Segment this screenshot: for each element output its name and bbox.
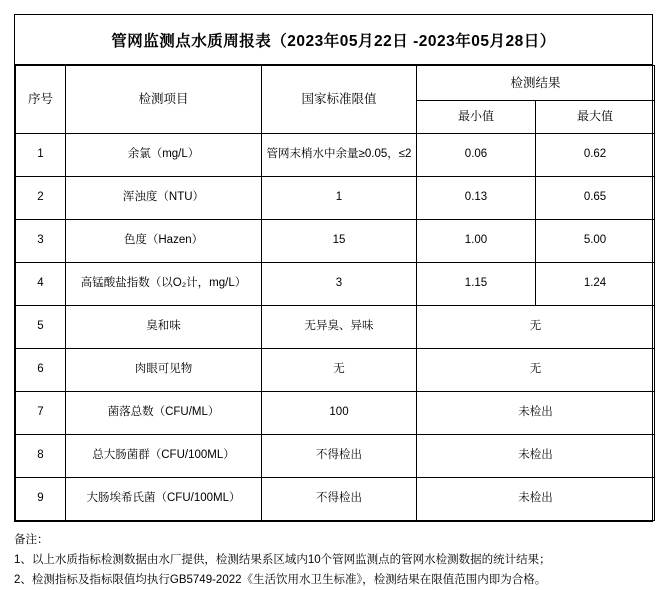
cell-standard: 3: [262, 262, 417, 305]
cell-item: 余氯（mg/L）: [66, 133, 262, 176]
table-row: [16, 219, 655, 262]
table-row: [16, 305, 655, 348]
cell-min: 0.13: [417, 176, 536, 219]
cell-no: 4: [16, 262, 66, 305]
header-item: 检测项目: [66, 66, 262, 134]
cell-standard: 15: [262, 219, 417, 262]
water-quality-table: [15, 65, 655, 521]
table-row: [16, 176, 655, 219]
cell-max: 1.24: [536, 262, 655, 305]
cell-standard: 不得检出: [262, 477, 417, 520]
cell-result: 无: [417, 305, 655, 348]
cell-no: 9: [16, 477, 66, 520]
header-result-group: 检测结果: [417, 66, 655, 101]
table-row: [16, 348, 655, 391]
cell-item: 高锰酸盐指数（以O₂计，mg/L）: [66, 262, 262, 305]
cell-result: 未检出: [417, 434, 655, 477]
cell-no: 8: [16, 434, 66, 477]
cell-no: 5: [16, 305, 66, 348]
table-row: [16, 133, 655, 176]
cell-min: 1.00: [417, 219, 536, 262]
cell-no: 1: [16, 133, 66, 176]
cell-standard: 管网末梢水中余量≥0.05，≤2: [262, 133, 417, 176]
cell-standard: 1: [262, 176, 417, 219]
cell-item: 总大肠菌群（CFU/100ML）: [66, 434, 262, 477]
table-row: [16, 391, 655, 434]
report-frame: [14, 14, 653, 522]
table-row: [16, 434, 655, 477]
cell-result: 无: [417, 348, 655, 391]
notes-line-1: 1、以上水质指标检测数据由水厂提供，检测结果系区域内10个管网监测点的管网水检测数据的统计结果；: [14, 553, 551, 566]
cell-standard: 不得检出: [262, 434, 417, 477]
cell-standard: 无: [262, 348, 417, 391]
cell-no: 7: [16, 391, 66, 434]
report-title: 管网监测点水质周报表（2023年05月22日 -2023年05月28日）: [15, 15, 652, 65]
header-max: 最大值: [536, 101, 655, 133]
cell-max: 5.00: [536, 219, 655, 262]
cell-max: 0.65: [536, 176, 655, 219]
cell-max: 0.62: [536, 133, 655, 176]
cell-item: 菌落总数（CFU/ML）: [66, 391, 262, 434]
cell-no: 2: [16, 176, 66, 219]
table-row: [16, 477, 655, 520]
cell-no: 6: [16, 348, 66, 391]
cell-min: 1.15: [417, 262, 536, 305]
cell-item: 浑浊度（NTU）: [66, 176, 262, 219]
cell-item: 大肠埃希氏菌（CFU/100ML）: [66, 477, 262, 520]
cell-no: 3: [16, 219, 66, 262]
cell-result: 未检出: [417, 391, 655, 434]
notes-line-2: 2、检测指标及指标限值均执行GB5749-2022《生活饮用水卫生标准》，检测结果在限值范围内即为合格。: [14, 573, 547, 586]
cell-result: 未检出: [417, 477, 655, 520]
header-no: 序号: [16, 66, 66, 134]
notes-section: [14, 530, 653, 590]
cell-standard: 100: [262, 391, 417, 434]
cell-item: 肉眼可见物: [66, 348, 262, 391]
header-standard: 国家标准限值: [262, 66, 417, 134]
table-header-row: [16, 66, 655, 101]
cell-item: 色度（Hazen）: [66, 219, 262, 262]
table-row: [16, 262, 655, 305]
cell-min: 0.06: [417, 133, 536, 176]
cell-standard: 无异臭、异味: [262, 305, 417, 348]
header-min: 最小值: [417, 101, 536, 133]
cell-item: 臭和味: [66, 305, 262, 348]
notes-label: 备注：: [14, 533, 49, 546]
